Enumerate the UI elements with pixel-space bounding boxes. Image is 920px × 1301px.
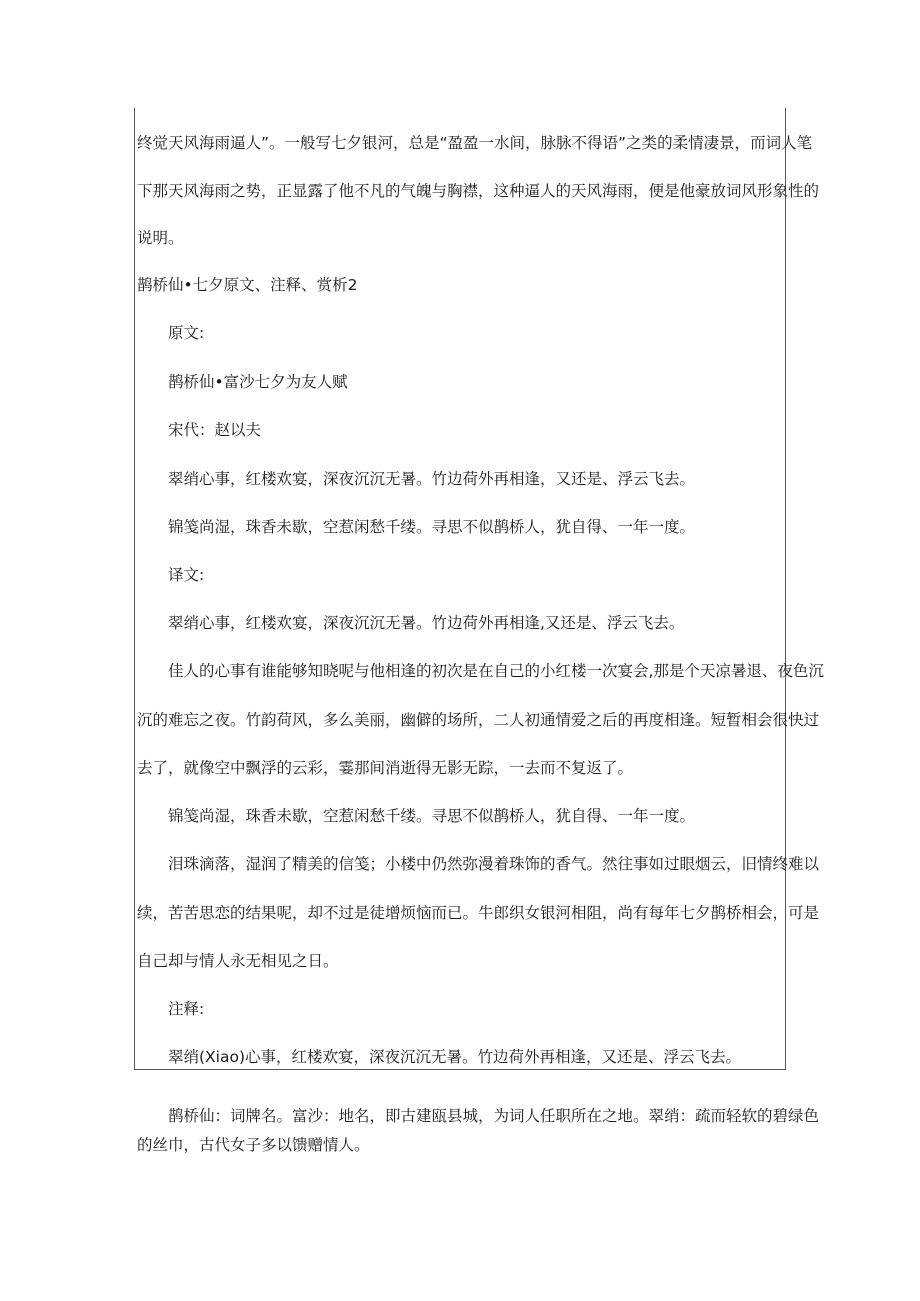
- intro-line-3: 说明。: [137, 229, 184, 247]
- notes-poem: 翠绡(Xiao)心事，红楼欢宴，深夜沉沉无暑。竹边荷外再相逢，又还是、浮云飞去。: [168, 1048, 742, 1066]
- translation-para-1-line-2: 沉的难忘之夜。竹韵荷风，多么美丽，幽僻的场所，二人初通情爱之后的再度相逢。短暂相会很快过: [137, 711, 820, 729]
- section-title: 鹊桥仙•七夕原文、注释、赏析2: [137, 276, 358, 294]
- translation-poem-1: 翠绡心事，红楼欢宴，深夜沉沉无暑。竹边荷外再相逢,又还是、浮云飞去。: [168, 614, 685, 632]
- page-frame: [134, 108, 824, 1070]
- original-label: 原文:: [168, 324, 205, 342]
- poem-author: 宋代：赵以夫: [168, 421, 262, 439]
- translation-poem-2: 锦笺尚湿，珠香未歇，空惹闲愁千缕。寻思不似鹊桥人，犹自得、一年一度。: [168, 807, 696, 825]
- intro-line-2: 下那天风海雨之势，正显露了他不凡的气魄与胸襟，这种逼人的天风海雨，便是他豪放词风形象性的: [137, 182, 820, 200]
- intro-line-1: 终觉天风海雨逼人”。一般写七夕银河，总是“盈盈一水间，脉脉不得语”之类的柔情凄景，而词人笔: [137, 134, 813, 152]
- notes-para-line-1: 鹊桥仙：词牌名。富沙：地名，即古建瓯县城，为词人任职所在之地。翠绡：疏而轻软的碧绿色: [168, 1107, 820, 1125]
- translation-para-1-line-1: 佳人的心事有谁能够知晓呢与他相逢的初次是在自己的小红楼一次宴会,那是个天凉暑退、夜色沉: [168, 662, 824, 680]
- translation-para-2-line-2: 续，苦苦思恋的结果呢，却不过是徒增烦恼而已。牛郎织女银河相阻，尚有每年七夕鹊桥相会，可是: [137, 904, 820, 922]
- translation-para-1-line-3: 去了，就像空中飘浮的云彩，霎那间消逝得无影无踪，一去而不复返了。: [137, 759, 634, 777]
- notes-para-line-2: 的丝巾，古代女子多以馈赠情人。: [137, 1136, 370, 1154]
- poem-title: 鹊桥仙•富沙七夕为友人赋: [168, 373, 348, 391]
- notes-label: 注释:: [168, 1000, 205, 1018]
- translation-label: 译文:: [168, 566, 205, 584]
- poem-line-1: 翠绡心事，红楼欢宴，深夜沉沉无暑。竹边荷外再相逢，又还是、浮云飞去。: [168, 470, 696, 488]
- poem-line-2: 锦笺尚湿，珠香未歇，空惹闲愁千缕。寻思不似鹊桥人，犹自得、一年一度。: [168, 518, 696, 536]
- translation-para-2-line-1: 泪珠滴落，湿润了精美的信笺；小楼中仍然弥漫着珠饰的香气。然往事如过眼烟云，旧情终难以: [168, 855, 820, 873]
- translation-para-2-line-3: 自己却与情人永无相见之日。: [137, 952, 339, 970]
